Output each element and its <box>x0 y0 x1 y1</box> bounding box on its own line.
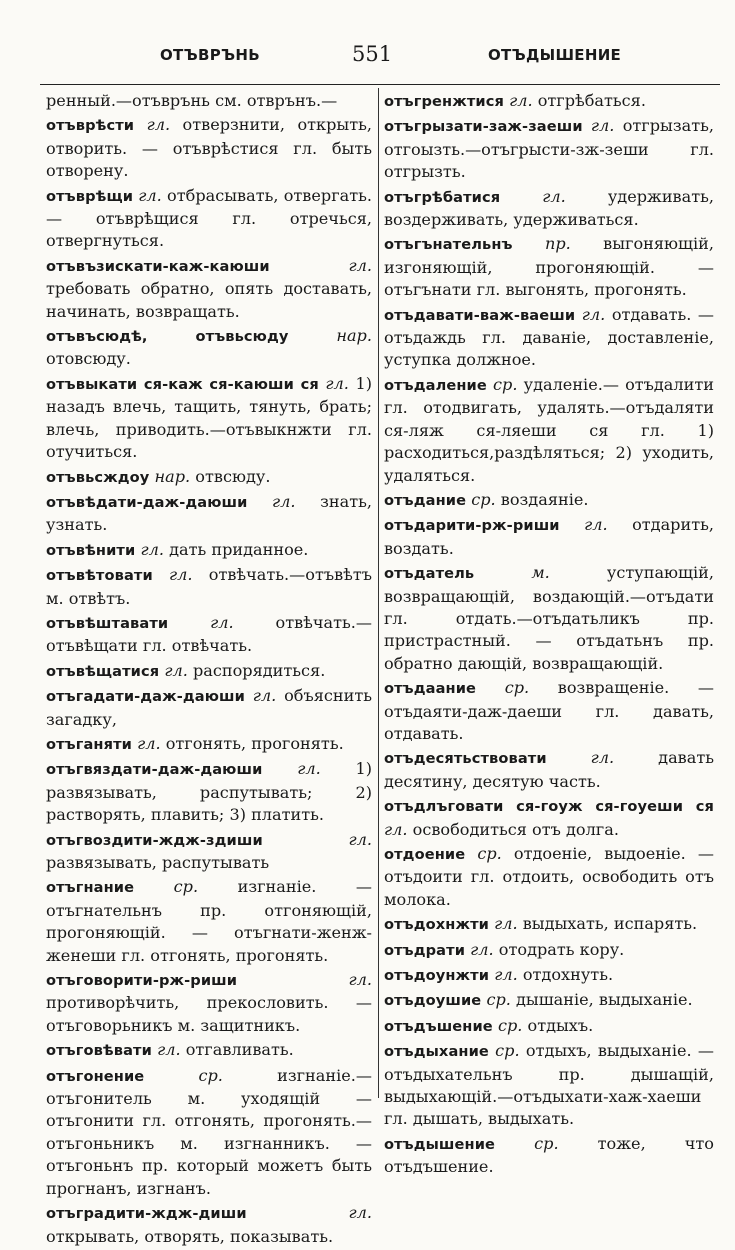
grammar-label: гл. <box>348 829 372 849</box>
definition: отгрѣбаться. <box>537 91 646 110</box>
grammar-label: гл. <box>138 185 162 205</box>
dictionary-entry <box>46 373 372 464</box>
headword: отъвѣнити <box>46 541 136 559</box>
definition: отдыхъ, выдыханіе. —отъдыхательнъ пр. дышащій, выдыхающій.—отъдыхати-хаж-хаеши гл. дышать, выдыхать. <box>384 1041 714 1129</box>
dictionary-entry <box>384 843 714 911</box>
dictionary-entry <box>46 969 372 1037</box>
headword: отъвъсюдѣ, отъвьсюду <box>46 328 289 346</box>
page-header <box>0 40 735 80</box>
definition: воздаяніе. <box>500 489 589 509</box>
grammar-label: гл. <box>348 1203 372 1223</box>
definition: 1) развязывать, распутывать; 2) растворять, плавить; 3) платить. <box>46 759 372 825</box>
dictionary-entry <box>46 660 372 683</box>
dictionary-entry <box>384 913 714 936</box>
headword: отъгънательнъ <box>384 236 513 254</box>
headword: отъговорити-рж-риши <box>46 972 238 990</box>
dictionary-entry <box>384 795 714 841</box>
headword: отъдоунжти <box>384 967 490 985</box>
headword: отъгадати-даж-даюши <box>46 688 245 706</box>
definition: отовсюду. <box>46 349 131 369</box>
definition: изгнаніе.—отъгонитель м. уходящій — отъгонити гл. отгонять, прогонять.—отъгоньникъ м. изгнанникъ. — отъгоньнъ пр. который можетъ быть прогнанъ, изгнанъ. <box>46 1065 372 1198</box>
dictionary-entry <box>46 539 372 562</box>
grammar-label: гл. <box>384 819 408 839</box>
definition: отдыхъ. <box>527 1015 594 1035</box>
dictionary-entry <box>46 114 372 182</box>
dictionary-entry <box>46 325 372 371</box>
dictionary-entry <box>46 185 372 253</box>
dictionary-entry <box>46 876 372 967</box>
definition: отгавливать. <box>185 1040 294 1060</box>
dictionary-entry <box>46 90 372 112</box>
definition: отвѣчать.—отъвѣтъ м. отвѣтъ. <box>46 565 372 608</box>
dictionary-entry <box>46 466 372 489</box>
headword: отъдесятьствовати <box>384 750 547 768</box>
dictionary-entry <box>384 1015 714 1038</box>
page-number: 551 <box>352 42 393 66</box>
definition: отдавать. —отъдаждь гл. даваніе, доставленіе, уступка должное. <box>384 304 714 370</box>
headword: отъганяти <box>46 735 132 753</box>
dictionary-entry <box>46 733 372 756</box>
definition: отдоеніе, выдоеніе. — отъдоити гл. отдоить, освободить отъ молока. <box>384 844 715 909</box>
definition: ренный.—отъврънь см. отврънъ.— <box>46 91 338 110</box>
right-column <box>384 90 714 1181</box>
definition: 1) назадъ влечь, тащить, тянуть, брать; влечь, приводить.—отъвыкнжти гл. отучиться. <box>46 373 373 462</box>
dictionary-entry <box>384 304 714 372</box>
definition: тоже, что отъдъшение. <box>384 1133 714 1177</box>
grammar-label: ср. <box>173 877 199 897</box>
dictionary-entry <box>384 90 714 113</box>
definition: давать десятину, десятую часть. <box>384 748 714 791</box>
definition: развязывать, распутывать <box>46 853 270 872</box>
headword: отъгвоздити-ждж-здиши <box>46 831 263 849</box>
headword: отъдоушие <box>384 992 482 1010</box>
grammar-label: гл. <box>509 91 533 110</box>
headword: отъвѣщатися <box>46 662 160 680</box>
running-head-left: ОТЪВРЪНЬ <box>160 46 260 64</box>
headword: отъдохнжти <box>384 916 489 934</box>
definition: дать приданное. <box>169 539 309 559</box>
grammar-label: ср. <box>497 1015 523 1035</box>
headword: отъвъзискати-каж-каюши <box>46 257 270 275</box>
dictionary-entry <box>46 1039 372 1062</box>
definition: требовать обратно, опять доставать, начинать, возвращать. <box>46 279 372 321</box>
dictionary-entry <box>46 1065 372 1200</box>
definition: знать, узнать. <box>46 491 372 535</box>
grammar-label: гл. <box>169 565 193 585</box>
definition: отвсюду. <box>195 466 271 486</box>
headword: отъвыкати ся-каж ся-каюши ся <box>46 375 319 393</box>
headword: отъдлъговати ся-гоуж ся-гоуеши ся <box>384 798 714 816</box>
definition: дышаніе, выдыханіе. <box>516 990 693 1010</box>
definition: возвращеніе. — отъдаяти-даж-даеши гл. давать, отдавать. <box>384 678 714 743</box>
headword: отъградити-ждж-диши <box>46 1205 247 1223</box>
headword: отъгрызати-заж-заеши <box>384 118 583 136</box>
dictionary-entry <box>384 939 714 962</box>
dictionary-entry <box>384 233 714 301</box>
dictionary-entry <box>384 562 714 675</box>
grammar-label: гл. <box>542 186 566 206</box>
grammar-label: пр. <box>544 234 571 254</box>
dictionary-entry <box>384 1040 714 1131</box>
definition: выгоняющій, изгоняющій, прогоняющій. — отъгънати гл. выгонять, прогонять. <box>384 234 714 300</box>
definition: выдыхать, испарять. <box>522 914 698 934</box>
definition: удерживать, воздерживать, удерживаться. <box>384 186 714 230</box>
dictionary-entry <box>384 1133 714 1179</box>
definition: противорѣчить, прекословить. — отъговорьникъ м. защитникъ. <box>46 993 372 1035</box>
headword: отъгонение <box>46 1067 145 1085</box>
grammar-label: гл. <box>146 115 171 135</box>
headword: отдоение <box>384 846 466 863</box>
definition: освободиться отъ долга. <box>412 819 619 839</box>
grammar-label: нар. <box>336 326 372 346</box>
dictionary-entry <box>384 489 714 512</box>
dictionary-entry <box>384 374 714 487</box>
grammar-label: гл. <box>140 539 164 559</box>
dictionary-entry <box>46 829 372 875</box>
definition: отодрать кору. <box>498 939 625 959</box>
grammar-label: гл. <box>164 660 188 680</box>
headword: отъдарити-рж-риши <box>384 517 560 535</box>
dictionary-entry <box>46 255 372 323</box>
headword: отъвѣштавати <box>46 614 169 632</box>
headword: отъврѣщи <box>46 187 134 205</box>
dictionary-entry <box>384 747 714 793</box>
grammar-label: м. <box>531 563 550 583</box>
headword: отъдрати <box>384 941 466 959</box>
grammar-label: ср. <box>504 678 530 698</box>
headword: отъвѣдати-даж-даюши <box>46 493 248 511</box>
headword: отъврѣсти <box>46 117 135 135</box>
left-column <box>46 90 372 1250</box>
definition: отдарить, воздать. <box>384 515 714 558</box>
grammar-label: гл. <box>590 116 615 136</box>
definition: отдохнуть. <box>522 965 614 985</box>
grammar-label: гл. <box>272 491 296 511</box>
header-rule <box>40 84 720 85</box>
grammar-label: гл. <box>252 686 277 706</box>
definition: отбрасывать, отвергать. — отъврѣщися гл. отречься, отвергнуться. <box>46 185 372 251</box>
dictionary-entry <box>46 564 372 610</box>
definition: уступающій, возвращающій, воздающій.—отъдати гл. отдать.—отъдатьликъ пр. пристрастный. — отъдатьнъ пр. обратно дающій, возвращающій. <box>384 563 714 673</box>
dictionary-entry <box>384 186 714 232</box>
headword: отъгвяздати-даж-даюши <box>46 761 263 779</box>
headword: отъвѣтовати <box>46 567 153 585</box>
running-head-right: ОТЪДЫШЕНИЕ <box>488 46 622 64</box>
grammar-label: ср. <box>486 990 511 1010</box>
dictionary-entry <box>384 964 714 987</box>
grammar-label: гл. <box>325 373 349 393</box>
grammar-label: гл. <box>137 733 161 753</box>
grammar-label: ср. <box>493 374 518 394</box>
grammar-label: ср. <box>198 1065 223 1085</box>
dictionary-entry <box>46 685 372 731</box>
grammar-label: нар. <box>154 466 191 486</box>
headword: отъдъшение <box>384 1017 493 1035</box>
grammar-label: ср. <box>471 489 496 509</box>
grammar-label: ср. <box>495 1041 520 1061</box>
definition: изгнаніе. — отъгнательнъ пр. отгоняющій, прогоняющій. — отъгнати-женж-женеши гл. отгонять, прогонять. <box>46 877 373 965</box>
headword: отъдавати-важ-ваеши <box>384 306 576 324</box>
headword: отъвьсждоу <box>46 468 150 486</box>
headword: отъдышение <box>384 1135 496 1153</box>
grammar-label: гл. <box>348 255 372 275</box>
definition: открывать, отворять, показывать. <box>46 1226 334 1246</box>
dictionary-entry <box>46 612 372 658</box>
dictionary-entry <box>46 491 372 537</box>
grammar-label: гл. <box>494 914 518 934</box>
headword: отъдание <box>384 491 467 509</box>
definition: отгрызать, отгоызть.—отъгрысти-зж-зеши гл. отгрызть. <box>384 116 714 182</box>
grammar-label: гл. <box>494 965 518 985</box>
grammar-label: гл. <box>348 970 372 990</box>
definition: объяснить загадку, <box>46 686 372 729</box>
grammar-label: гл. <box>210 612 234 632</box>
grammar-label: гл. <box>584 515 608 535</box>
definition: отверзнити, открыть, отворить. — отъврѣстися гл. быть отворену. <box>46 115 373 181</box>
headword: отъгнание <box>46 879 135 897</box>
headword: отъдыхание <box>384 1043 489 1061</box>
headword: отъгренжтися <box>384 93 504 110</box>
headword: отъговѣвати <box>46 1042 152 1060</box>
dictionary-entry <box>46 758 372 826</box>
definition: отгонять, прогонять. <box>165 733 344 753</box>
grammar-label: гл. <box>470 939 494 959</box>
headword: отъгрѣбатися <box>384 188 501 206</box>
definition: отвѣчать.—отъвѣщати гл. отвѣчать. <box>46 612 372 656</box>
dictionary-entry <box>384 989 714 1012</box>
grammar-label: гл. <box>590 748 615 768</box>
definition: удаленіе.— отъдалити гл. отодвигать, удалять.—отъдаляти ся-ляж ся-ляеши ся гл. 1) расходиться,раздѣляться; 2) уходить, удаляться. <box>384 374 714 485</box>
dictionary-entry <box>384 115 714 183</box>
column-divider <box>378 88 379 1098</box>
grammar-label: ср. <box>477 844 502 863</box>
grammar-label: гл. <box>581 304 606 324</box>
grammar-label: гл. <box>297 759 321 779</box>
dictionary-entry <box>384 514 714 560</box>
headword: отъдаание <box>384 680 477 698</box>
headword: отъдаление <box>384 376 487 394</box>
dictionary-entry <box>384 677 714 745</box>
definition: распорядиться. <box>192 660 326 680</box>
dictionary-entry <box>46 1202 372 1248</box>
headword: отъдатель <box>384 565 475 583</box>
grammar-label: гл. <box>157 1040 181 1060</box>
grammar-label: ср. <box>534 1133 559 1153</box>
